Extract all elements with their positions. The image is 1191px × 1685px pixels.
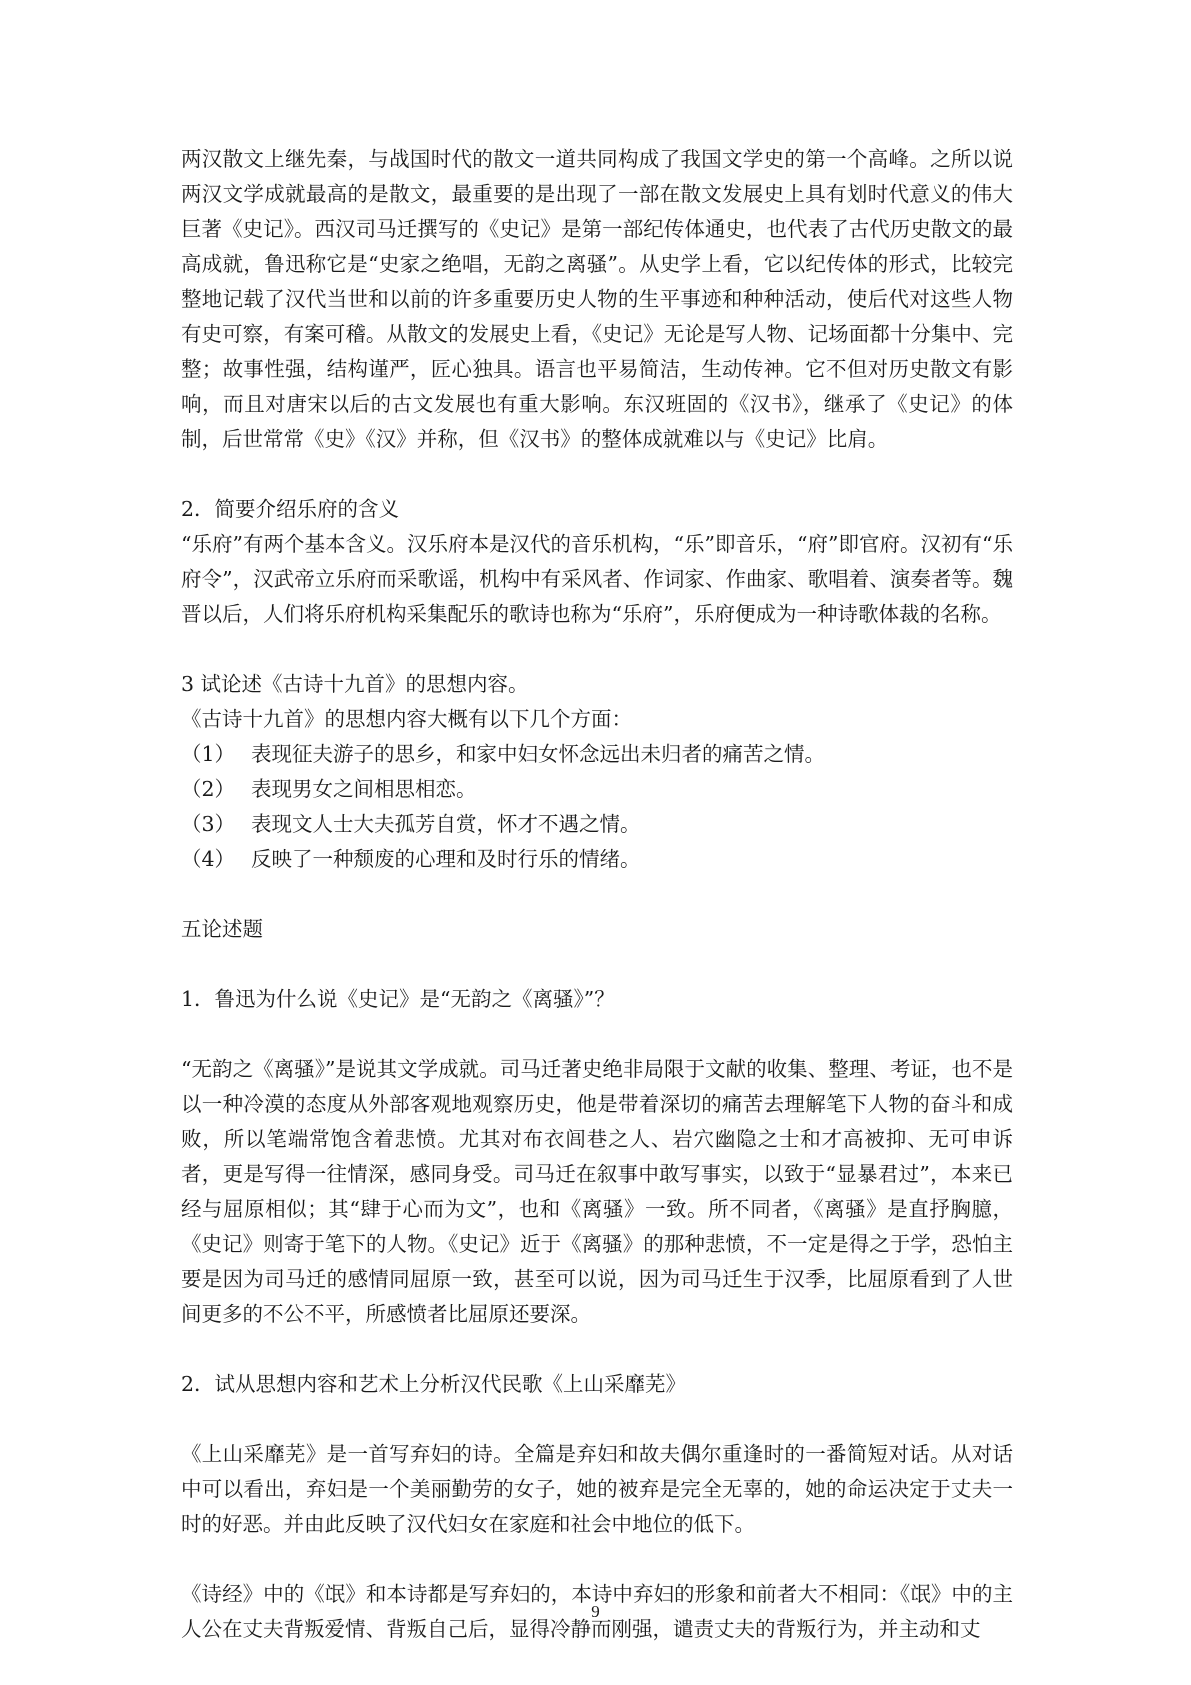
paragraph-han-prose: 两汉散文上继先秦，与战国时代的散文一道共同构成了我国文学史的第一个高峰。之所以说两汉文学成就最高的是散文，最重要的是出现了一部在散文发展史上具有划时代意义的伟大巨著《史记》。西汉司马迁撰写的《史记》是第一部纪传体通史，也代表了古代历史散文的最高成就，鲁迅称它是“史家之绝唱，无韵之离骚”。从史学上看，它以纪传体的形式，比较完整地记载了汉代当世和以前的许多重要历史人物的生平事迹和种种活动，使后代对这些人物有史可察，有案可稽。从散文的发展史上看，《史记》无论是写人物、记场面都十分集中、完整；故事性强，结构谨严，匠心独具。语言也平易简洁，生动传神。它不但对历史散文有影响，而且对唐宋以后的古文发展也有重大影响。东汉班固的《汉书》，继承了《史记》的体制，后世常常《史》《汉》并称，但《汉书》的整体成就难以与《史记》比肩。 — [181, 147, 1013, 451]
list-item-text: 反映了一种颓废的心理和及时行乐的情绪。 — [251, 847, 641, 871]
document-body — [181, 142, 1013, 1647]
question-heading: 2．简要介绍乐府的含义 — [181, 497, 400, 521]
list-item-number: （4） — [181, 847, 236, 871]
answer-paragraph: 《诗经》中的《氓》和本诗都是写弃妇的，本诗中弃妇的形象和前者大不相同：《氓》中的主人公在丈夫背叛爱情、背叛自己后，显得冷静而刚强，谴责丈夫的背叛行为，并主动和丈 — [181, 1582, 1013, 1641]
list-item-text: 表现男女之间相思相恋。 — [251, 777, 477, 801]
list-item-number: （2） — [181, 777, 236, 801]
paragraph-spacer — [181, 457, 1013, 492]
paragraph-spacer — [181, 947, 1013, 982]
list-item — [181, 737, 1013, 772]
list-item — [181, 807, 1013, 842]
paragraph-spacer — [181, 1332, 1013, 1367]
list-item-text: 表现征夫游子的思乡，和家中妇女怀念远出未归者的痛苦之情。 — [251, 742, 825, 766]
question-heading: 3 试论述《古诗十九首》的思想内容。 — [181, 672, 529, 696]
list-item — [181, 842, 1013, 877]
list-item-text: 表现文人士大夫孤芳自赏，怀才不遇之情。 — [251, 812, 641, 836]
paragraph-spacer — [181, 1017, 1013, 1052]
answer-paragraph: “乐府”有两个基本含义。汉乐府本是汉代的音乐机构，“乐”即音乐，“府”即官府。汉初有“乐府令”，汉武帝立乐府而采歌谣，机构中有采风者、作词家、作曲家、歌唱着、演奏者等。魏晋以后，人们将乐府机构采集配乐的歌诗也称为“乐府”，乐府便成为一种诗歌体裁的名称。 — [181, 532, 1013, 626]
question-heading: 2．试从思想内容和艺术上分析汉代民歌《上山采靡芜》 — [181, 1372, 687, 1396]
answer-paragraph: “无韵之《离骚》”是说其文学成就。司马迁著史绝非局限于文献的收集、整理、考证，也不是以一种冷漠的态度从外部客观地观察历史，他是带着深切的痛苦去理解笔下人物的奋斗和成败，所以笔端常饱含着悲愤。尤其对布衣闾巷之人、岩穴幽隐之士和才高被抑、无可申诉者，更是写得一往情深，感同身受。司马迁在叙事中敢写事实，以致于“显暴君过”，本来已经与屈原相似；其“肆于心而为文”，也和《离骚》一致。所不同者，《离骚》是直抒胸臆，《史记》则寄于笔下的人物。《史记》近于《离骚》的那种悲愤，不一定是得之于学，恐怕主要是因为司马迁的感情同屈原一致，甚至可以说，因为司马迁生于汉季，比屈原看到了人世间更多的不公不平，所感愤者比屈原还要深。 — [181, 1057, 1013, 1326]
list-item-number: （1） — [181, 742, 236, 766]
paragraph-spacer — [181, 877, 1013, 912]
paragraph-spacer — [181, 1402, 1013, 1437]
section-title: 五论述题 — [181, 917, 263, 941]
page-number: 9 — [591, 1602, 600, 1621]
answer-paragraph: 《上山采靡芜》是一首写弃妇的诗。全篇是弃妇和故夫偶尔重逢时的一番简短对话。从对话中可以看出，弃妇是一个美丽勤劳的女子，她的被弃是完全无辜的，她的命运决定于丈夫一时的好恶。并由此反映了汉代妇女在家庭和社会中地位的低下。 — [181, 1442, 1013, 1536]
list-item — [181, 772, 1013, 807]
paragraph-spacer — [181, 632, 1013, 667]
list-item-number: （3） — [181, 812, 236, 836]
answer-intro: 《古诗十九首》的思想内容大概有以下几个方面： — [181, 707, 632, 731]
paragraph-spacer — [181, 1542, 1013, 1577]
question-heading: 1．鲁迅为什么说《史记》是“无韵之《离骚》”？ — [181, 987, 615, 1011]
